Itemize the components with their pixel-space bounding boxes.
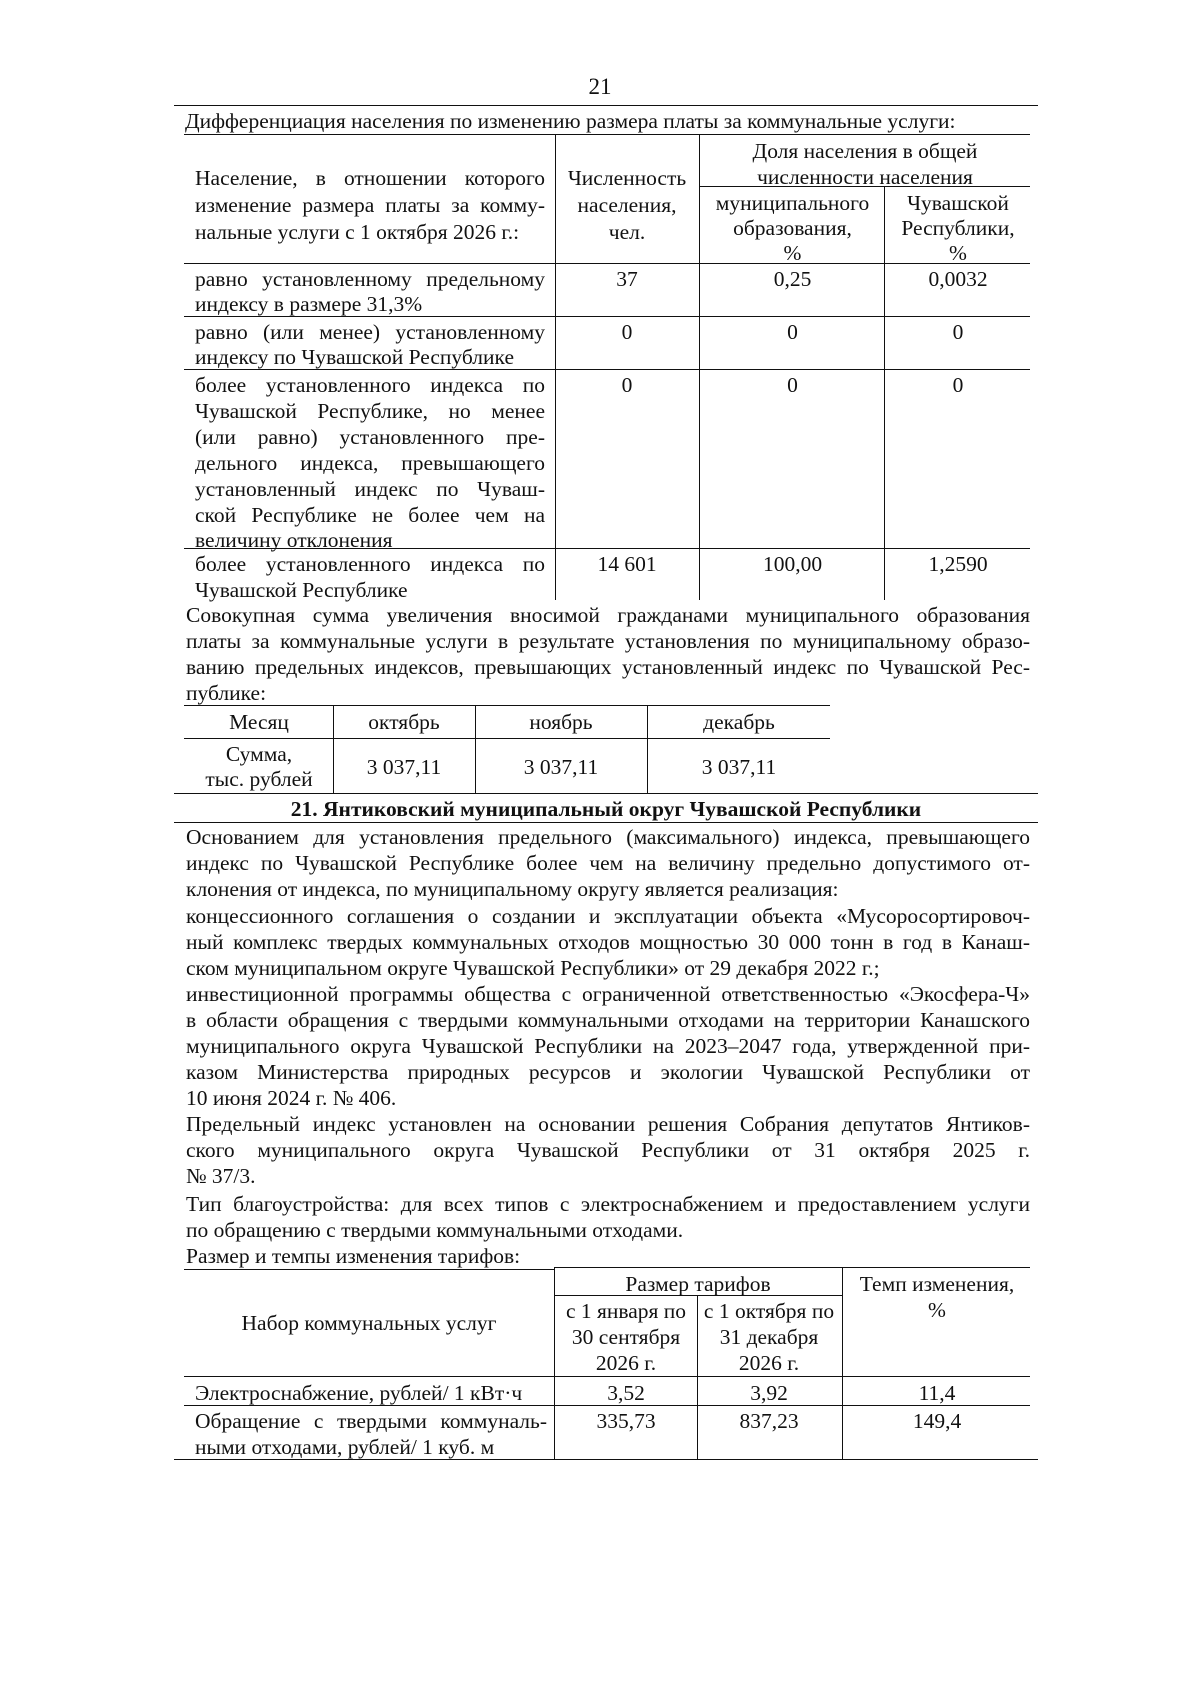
row-label-line: Чувашской Республике <box>195 578 408 602</box>
row-municipal: 0,25 <box>773 267 812 291</box>
table-rule <box>174 105 1038 106</box>
header-count: населения, <box>577 193 677 217</box>
table-rule <box>174 793 1038 794</box>
row-label-line: величину отклонения <box>195 528 393 552</box>
total-paragraph-line: Совокупная сумма увеличения вносимой гражданами муниципального образования <box>186 603 1030 627</box>
table-rule <box>475 705 476 793</box>
row-republic: 0 <box>952 320 964 344</box>
row-republic: 0,0032 <box>928 267 988 291</box>
concession-paragraph-line: ный комплекс твердых коммунальных отходов мощностью 30 000 тонн в год в Канаш- <box>186 930 1030 954</box>
row-label-line: индексу в размере 31,3% <box>195 292 423 316</box>
concession-paragraph-line: ском муниципальном округе Чувашской Республики» от 29 декабря 2022 г.; <box>186 956 880 980</box>
sum-value-november: 3 037,11 <box>523 755 599 779</box>
row-label-line: более установленного индекса по <box>195 373 545 397</box>
row-label-line: Чувашской Республике, но менее <box>195 399 545 423</box>
row-municipal: 0 <box>787 320 798 344</box>
header-municipal: % <box>783 241 802 265</box>
differentiation-title: Дифференциация населения по изменению размера платы за коммунальные услуги: <box>185 109 956 133</box>
tariff-header-period2: 31 декабря <box>719 1325 819 1349</box>
total-paragraph-line: платы за коммунальные услуги в результате установления по муниципальному образо- <box>186 629 1030 653</box>
sum-value-december: 3 037,11 <box>701 755 777 779</box>
tariff-row-p2: 3,92 <box>750 1381 788 1405</box>
row-count: 37 <box>616 267 638 291</box>
table-rule <box>184 1405 1030 1406</box>
table-rule <box>184 738 830 739</box>
sum-value-october: 3 037,11 <box>366 755 442 779</box>
improvement-paragraph-line: по обращению с твердыми коммунальными отходами. <box>186 1218 684 1242</box>
row-count: 0 <box>621 320 633 344</box>
sum-row-label: Сумма, <box>225 742 293 766</box>
tariff-row-label: Обращение с твердыми коммуналь- <box>195 1409 547 1433</box>
header-population-line: Население, в отношении которого <box>195 166 545 190</box>
decision-paragraph-line: Предельный индекс установлен на основании решения Собрания депутатов Янтиков- <box>186 1112 1030 1136</box>
row-republic: 1,2590 <box>928 552 988 576</box>
header-population-line: изменение размера платы за комму- <box>195 193 545 217</box>
table-rule <box>554 1267 555 1459</box>
header-share: Доля населения в общей <box>752 139 978 163</box>
total-paragraph-line: публике: <box>186 681 267 705</box>
basis-paragraph-line: Основанием для установления предельного (максимального) индекса, превышающего <box>186 825 1030 849</box>
row-count: 0 <box>621 373 633 397</box>
tariff-header-period1: 2026 г. <box>595 1351 657 1375</box>
table-rule <box>184 705 830 706</box>
header-count: чел. <box>608 220 646 244</box>
row-label-line: ской Республике не более чем на <box>195 503 545 527</box>
row-label-line: установленный индекс по Чуваш- <box>195 477 545 501</box>
table-rule <box>697 1295 698 1459</box>
table-rule <box>554 1267 1030 1268</box>
basis-paragraph-line: индекс по Чувашской Республике более чем на величину предельно допустимого от- <box>186 851 1030 875</box>
row-label-line: равно установленному предельному <box>195 267 545 291</box>
tariff-title: Размер и темпы изменения тарифов: <box>186 1244 521 1268</box>
header-republic: % <box>949 241 967 265</box>
table-rule <box>184 316 1030 317</box>
table-rule <box>842 1267 843 1459</box>
table-rule <box>174 1459 1038 1460</box>
sum-row-label: тыс. рублей <box>205 767 313 791</box>
row-label-line: более установленного индекса по <box>195 552 545 576</box>
section-title: 21. Янтиковский муниципальный округ Чувашской Республики <box>290 797 922 821</box>
tariff-row-label: ными отходами, рублей/ 1 куб. м <box>195 1435 495 1459</box>
row-municipal: 0 <box>787 373 798 397</box>
table-rule <box>884 186 885 600</box>
table-rule <box>184 263 1030 264</box>
concession-paragraph-line: концессионного соглашения о создании и эксплуатации объекта «Мусоросортировоч- <box>186 904 1030 928</box>
decision-paragraph-line: ского муниципального округа Чувашской Республики от 31 октября 2025 г. <box>186 1138 1030 1162</box>
tariff-header-rate: % <box>928 1298 946 1322</box>
header-share: численности населения <box>757 165 973 189</box>
basis-paragraph-line: клонения от индекса, по муниципальному округу является реализация: <box>186 877 839 901</box>
sum-header-month: Месяц <box>229 710 289 734</box>
tariff-header-period1: с 1 января по <box>565 1299 687 1323</box>
header-municipal: муниципального <box>715 191 870 215</box>
table-rule <box>184 1376 1030 1377</box>
header-municipal: образования, <box>733 216 852 240</box>
total-paragraph-line: ванию предельных индексов, превышающих установленный индекс по Чувашской Рес- <box>186 655 1030 679</box>
investment-paragraph-line: муниципального округа Чувашской Республики на 2023–2047 года, утвержденной при- <box>186 1034 1030 1058</box>
table-rule <box>699 134 700 600</box>
sum-header-november: ноябрь <box>529 710 593 734</box>
tariff-row-p1: 3,52 <box>607 1381 645 1405</box>
tariff-row-rate: 149,4 <box>912 1409 962 1433</box>
table-rule <box>333 705 334 793</box>
header-republic: Республики, <box>901 216 1015 240</box>
investment-paragraph-line: в области обращения с твердыми коммунальными отходами на территории Канашского <box>186 1008 1030 1032</box>
improvement-paragraph-line: Тип благоустройства: для всех типов с электроснабжением и предоставлением услуги <box>186 1192 1030 1216</box>
table-rule <box>184 134 1030 135</box>
investment-paragraph-line: инвестиционной программы общества с ограниченной ответственностью «Экосфера-Ч» <box>186 982 1030 1006</box>
tariff-header-rate: Темп изменения, <box>859 1272 1015 1296</box>
header-population-line: нальные услуги с 1 октября 2026 г.: <box>195 220 520 244</box>
table-rule <box>647 705 648 793</box>
row-republic: 0 <box>952 373 964 397</box>
tariff-header-period1: 30 сентября <box>571 1325 681 1349</box>
investment-paragraph-line: 10 июня 2024 г. № 406. <box>186 1086 397 1110</box>
investment-paragraph-line: казом Министерства природных ресурсов и экологии Чувашской Республики от <box>186 1060 1030 1084</box>
decision-paragraph-line: № 37/3. <box>186 1164 256 1188</box>
tariff-row-p1: 335,73 <box>596 1409 656 1433</box>
tariff-header-period2: с 1 октября по <box>703 1299 835 1323</box>
table-rule <box>700 186 1030 187</box>
sum-header-december: декабрь <box>703 710 775 734</box>
table-rule <box>184 1269 554 1270</box>
row-count: 14 601 <box>597 552 657 576</box>
row-label-line: равно (или менее) установленному <box>195 320 545 344</box>
page-number: 21 <box>588 74 612 99</box>
tariff-row-p2: 837,23 <box>739 1409 799 1433</box>
tariff-row-label: Электроснабжение, рублей/ 1 кВт·ч <box>195 1381 523 1405</box>
tariff-header-period2: 2026 г. <box>738 1351 800 1375</box>
table-rule <box>184 369 1030 370</box>
sum-header-october: октябрь <box>368 710 440 734</box>
row-label-line: индексу по Чувашской Республике <box>195 345 514 369</box>
header-count: Численность <box>567 166 687 190</box>
row-municipal: 100,00 <box>762 552 823 576</box>
tariff-header-size: Размер тарифов <box>625 1272 771 1296</box>
row-label-line: дельного индекса, превышающего <box>195 451 545 475</box>
table-rule <box>184 548 1030 549</box>
tariff-header-services: Набор коммунальных услуг <box>241 1311 497 1335</box>
row-label-line: (или равно) установленного пре- <box>195 425 545 449</box>
tariff-row-rate: 11,4 <box>918 1381 956 1405</box>
header-republic: Чувашской <box>907 191 1009 215</box>
table-rule <box>554 1295 842 1296</box>
table-rule <box>555 134 556 600</box>
